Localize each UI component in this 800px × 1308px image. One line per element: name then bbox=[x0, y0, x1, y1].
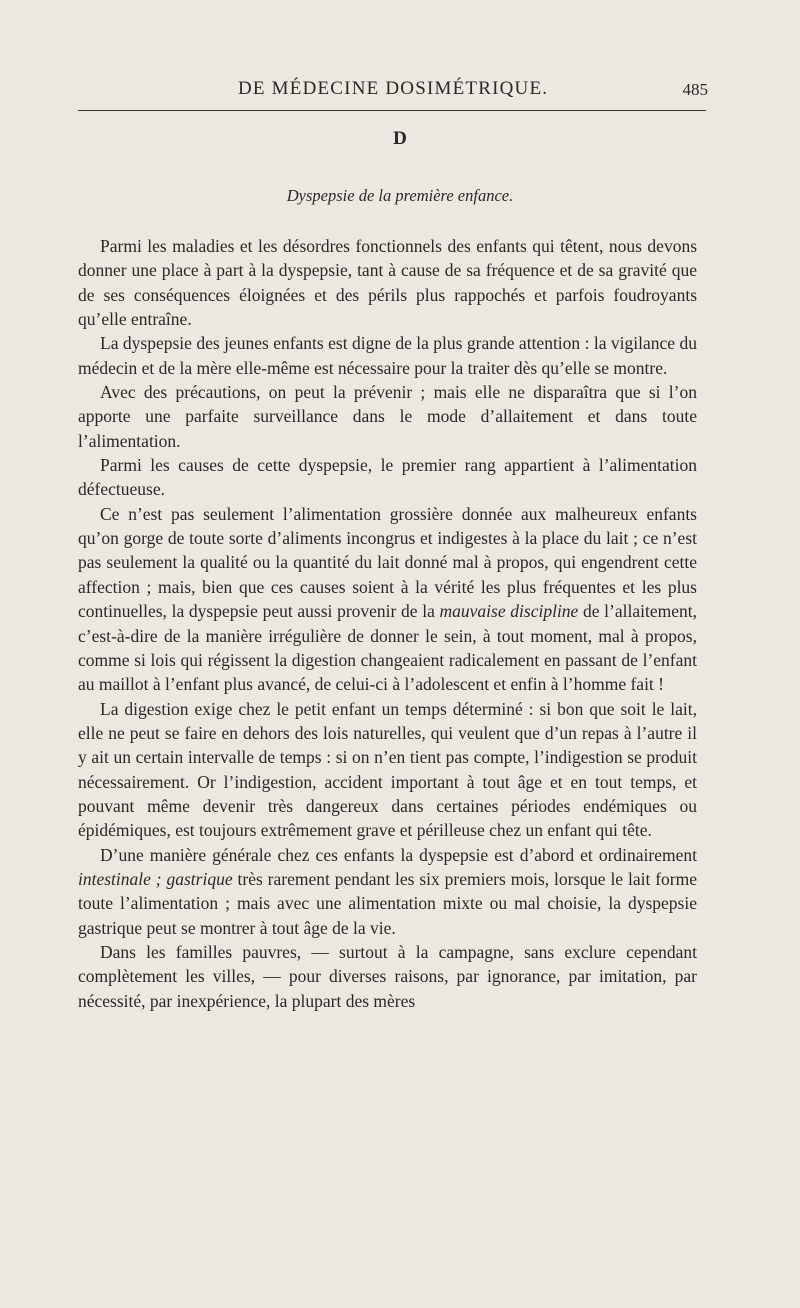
paragraph: Parmi les maladies et les désordres fonctionnels des enfants qui têtent, nous devons donner une place à part à la dyspepsie, tant à cause de sa fréquence et de sa gravité que de ses conséquences éloignées et des périls plus rappochés et parfois foudroyants qu’elle entraîne. bbox=[78, 236, 697, 330]
running-title: DE MÉDECINE DOSIMÉTRIQUE. bbox=[238, 78, 549, 99]
emphasis-text: intestinale ; gastrique bbox=[78, 868, 233, 889]
paragraph: Dans les familles pauvres, — surtout à la campagne, sans exclure cependant complètement les villes, — pour diverses raisons, par ignorance, par imitation, par nécessité, par inexpérience, la plupart des mères bbox=[78, 941, 697, 1011]
paragraph bbox=[78, 843, 697, 940]
body-text bbox=[78, 234, 697, 1013]
section-title: Dyspepsie de la première enfance. bbox=[286, 186, 514, 205]
paragraph-text: D’une manière générale chez ces enfants la dyspepsie est d’abord et ordinairement bbox=[100, 844, 697, 865]
paragraph: Parmi les causes de cette dyspepsie, le premier rang appartient à l’alimentation défectueuse. bbox=[78, 455, 697, 500]
running-head bbox=[78, 78, 708, 108]
emphasis-text: mauvaise discipline bbox=[439, 601, 579, 622]
paragraph-text: Ce n’est pas seulement l’alimentation grossière donnée aux malheureux enfants qu’on gorge de toute sorte d’aliments incongrus et indigestes à la place du lait ; ce n’est pas seulement la qualité ou la quantité du lait donné mal à propos, qui engendrent cette affection ; mais, bien que ces causes soient à la vérité les plus fréquentes et les plus continuelles, la dyspepsie peut aussi provenir de la bbox=[78, 503, 697, 622]
paragraph-text: de l’allaitement, c’est-à-dire de la manière irrégulière de donner le sein, à tout moment, mal à propos, comme si lois qui régissent la digestion changeaient radicalement en passant de l’enfant au maillot à l’enfant plus avancé, de celui-ci à l’adolescent et enfin à l’homme fait ! bbox=[78, 601, 697, 695]
paragraph: La digestion exige chez le petit enfant un temps déterminé : si bon que soit le lait, elle ne peut se faire en dehors des lois naturelles, qui veulent que d’un repas à l’autre il y ait un certain intervalle de temps : si on n’en tient pas compte, l’indigestion se produit nécessairement. Or l’indigestion, accident important à tout âge et en tout temps, et pouvant même devenir très dangereux dans certaines périodes endémiques ou épidémiques, est toujours extrêmement grave et périlleuse chez un enfant qui tête. bbox=[78, 698, 697, 841]
paragraph: La dyspepsie des jeunes enfants est digne de la plus grande attention : la vigilance du médecin et de la mère elle-même est nécessaire pour la traiter dès qu’elle se montre. bbox=[78, 333, 697, 378]
header-rule bbox=[78, 110, 706, 111]
paragraph: Avec des précautions, on peut la prévenir ; mais elle ne disparaîtra que si l’on apporte une parfaite surveillance dans le mode d’allaitement et dans toute l’alimentation. bbox=[78, 382, 697, 451]
paragraph-text: très rarement pendant les six premiers mois, lorsque le lait forme toute l’alimentation ; mais avec une alimentation mixte ou mal choisie, la dyspepsie gastrique peut se montrer à tout âge de la vie. bbox=[78, 868, 697, 938]
paragraph bbox=[78, 502, 697, 697]
page-number: 485 bbox=[682, 80, 708, 99]
section-letter: D bbox=[393, 128, 407, 149]
